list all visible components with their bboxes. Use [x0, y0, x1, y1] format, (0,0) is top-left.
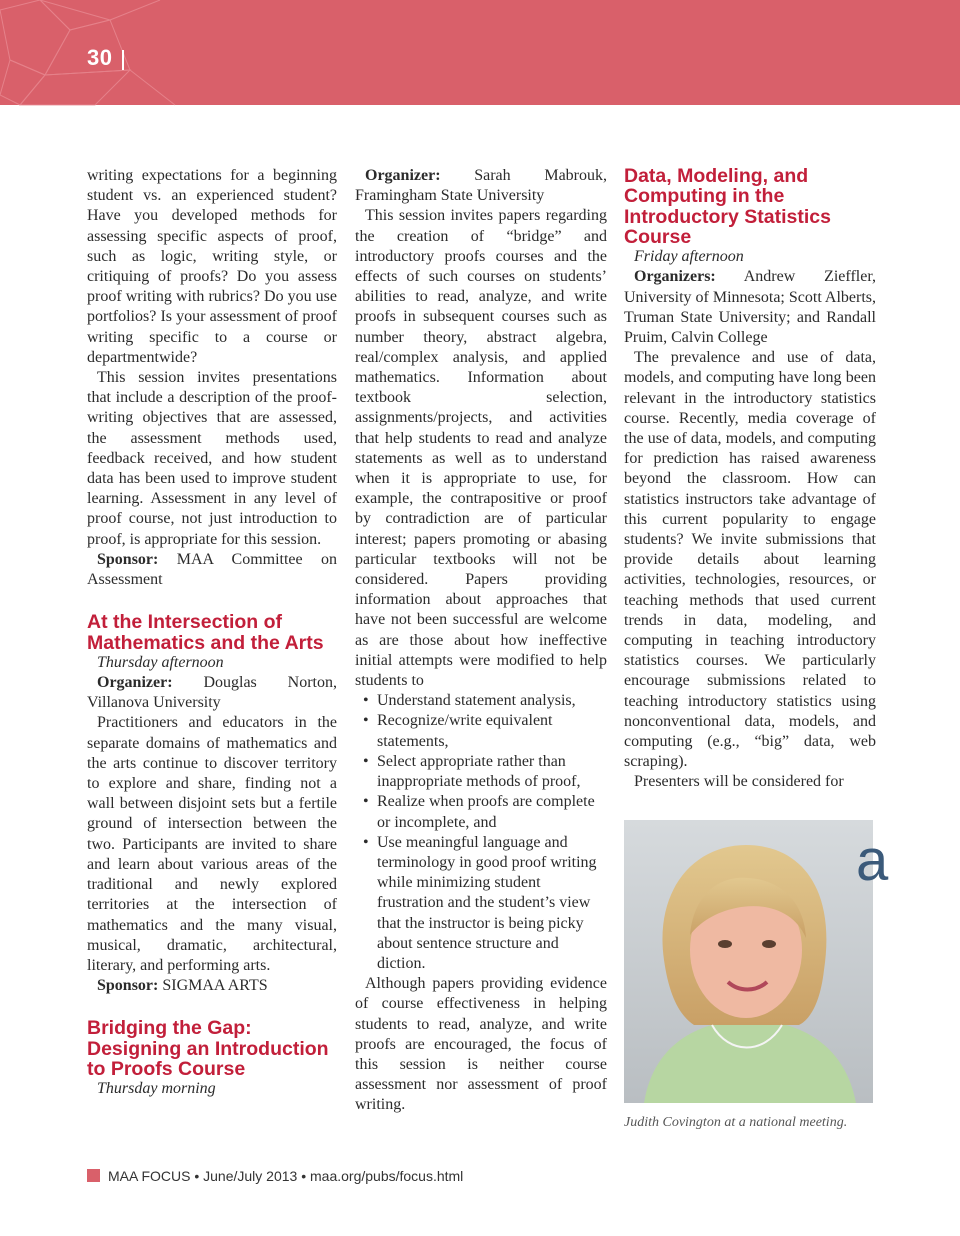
organizer-label: Organizer:	[97, 674, 173, 692]
organizer-label: Organizer:	[365, 167, 441, 184]
organizer-line	[624, 267, 876, 348]
page-number: 30	[87, 45, 113, 70]
paragraph: writing expectations for a beginning student vs. an experienced student? Have you developed methods for assessing specific aspects of proof, such as logic, writing style, or critiquing of proofs? Do you assess proof writing with rubrics? Do you use portfolios? Is your assessment of proof writing specific to a course or departmentwide?	[87, 167, 337, 366]
sponsor-line	[87, 976, 337, 996]
column-right	[624, 166, 876, 793]
organizer-line	[87, 673, 337, 713]
objectives-list	[355, 691, 607, 974]
column-middle	[355, 166, 607, 1116]
paragraph: Practitioners and educators in the separate domains of mathematics and the arts continue to discover territory to explore and share, finding not a wall between disjoint sets but a fertile ground of intersection between the two. Participants are invited to share and learn about various areas of the traditional and newly explored territories at the intersection of mathematics and the many visual, musical, dramatic, architectural, literary, and performing arts.	[87, 714, 337, 974]
list-item: • Recognize/write equivalent statements,	[377, 711, 607, 751]
footer-text: MAA FOCUS • June/July 2013 • maa.org/pubs/focus.html	[108, 1168, 464, 1184]
portrait-illustration	[624, 820, 889, 1103]
header-banner	[0, 0, 960, 105]
organizer-value: Andrew Zieffler, University of Minnesota; Scott Alberts, Truman State University; and Randall Pruim, Calvin College	[624, 268, 876, 346]
section-title-data-modeling: Data, Modeling, and Computing in the Introductory Statistics Course	[624, 165, 831, 248]
organizer-line	[355, 166, 607, 206]
paragraph: Although papers providing evidence of course effectiveness in helping students to read, analyze, and write proofs are encouraged, the focus of this session is neither course assessment nor assessment of proof writing.	[355, 975, 607, 1114]
list-item: • Understand statement analysis,	[377, 691, 607, 711]
column-left	[87, 166, 337, 1099]
sponsor-value: MAA Committee on Assessment	[87, 550, 337, 589]
paragraph: The prevalence and use of data, models, and computing have long been relevant in the introductory statistics course. Recently, media coverage of the use of data, models, and computing for prediction has raised awareness beyond the classroom. How can statistics instructors take advantage of this current popularity to engage students? We invite submissions that provide details about learning activities, technologies, resources, or teaching methods that used current trends in data, modeling, and computing in teaching introductory statistics courses. We particularly encourage submissions related to teaching introductory statistics using nonconventional data, models, and computing (e.g., “big” data, web scraping).	[624, 349, 876, 771]
svg-text:a: a	[856, 828, 889, 893]
section-title-math-arts: At the Intersection of Mathematics and the Arts	[87, 611, 324, 654]
footer	[87, 1168, 463, 1184]
sponsor-label: Sponsor:	[97, 550, 159, 568]
sponsor-line	[87, 550, 337, 590]
organizer-value: Sarah Mabrouk, Framingham State University	[355, 167, 607, 205]
photo-judith-covington	[624, 820, 889, 1103]
sponsor-value: SIGMAA ARTS	[158, 977, 268, 995]
list-item: • Realize when proofs are complete or incomplete, and	[377, 792, 607, 832]
list-item: • Use meaningful language and terminology in good proof writing while minimizing student frustration and the student’s view that the instructor is being picky about sentence structure and diction.	[377, 833, 607, 974]
session-time: Friday afternoon	[634, 248, 744, 266]
section-title-bridging-gap: Bridging the Gap: Designing an Introduction to Proofs Course	[87, 1017, 329, 1080]
page-separator	[122, 50, 124, 70]
footer-marker	[87, 1169, 100, 1182]
paragraph: This session invites presentations that include a description of the proof-writing objectives that are assessed, the assessment methods used, feedback received, and how student data has been used to improve student learning. Assessment in any level of proof course, not just introduction to proof, is appropriate for this session.	[87, 369, 337, 548]
organizer-value: Douglas Norton, Villanova University	[87, 674, 337, 712]
paragraph: This session invites papers regarding the creation of “bridge” and introductory proofs courses and the effects of such courses on students’ abilities to read, analyze, and write proofs in subsequent courses such as number theory, abstract algebra, real/complex analysis, and applied mathematics. Information about textbook selection, assignments/projects, and activities that help students to read and analyze statements as well as to understand when it is appropriate to use, for example, the contrapositive or proof by contradiction are of particular interest; papers promoting or abasing particular textbooks will not be considered. Papers providing information about approaches that have not been successful are welcome as are those about how ineffective initial attempts were modified to help students to	[355, 207, 607, 690]
organizer-label: Organizers:	[634, 268, 716, 286]
photo-caption: Judith Covington at a national meeting.	[624, 1115, 848, 1130]
sponsor-label: Sponsor:	[97, 977, 159, 995]
session-time: Thursday morning	[97, 1080, 216, 1098]
session-time: Thursday afternoon	[97, 653, 224, 671]
paragraph: Presenters will be considered for	[634, 773, 844, 791]
list-item: • Select appropriate rather than inappropriate methods of proof,	[377, 752, 607, 792]
